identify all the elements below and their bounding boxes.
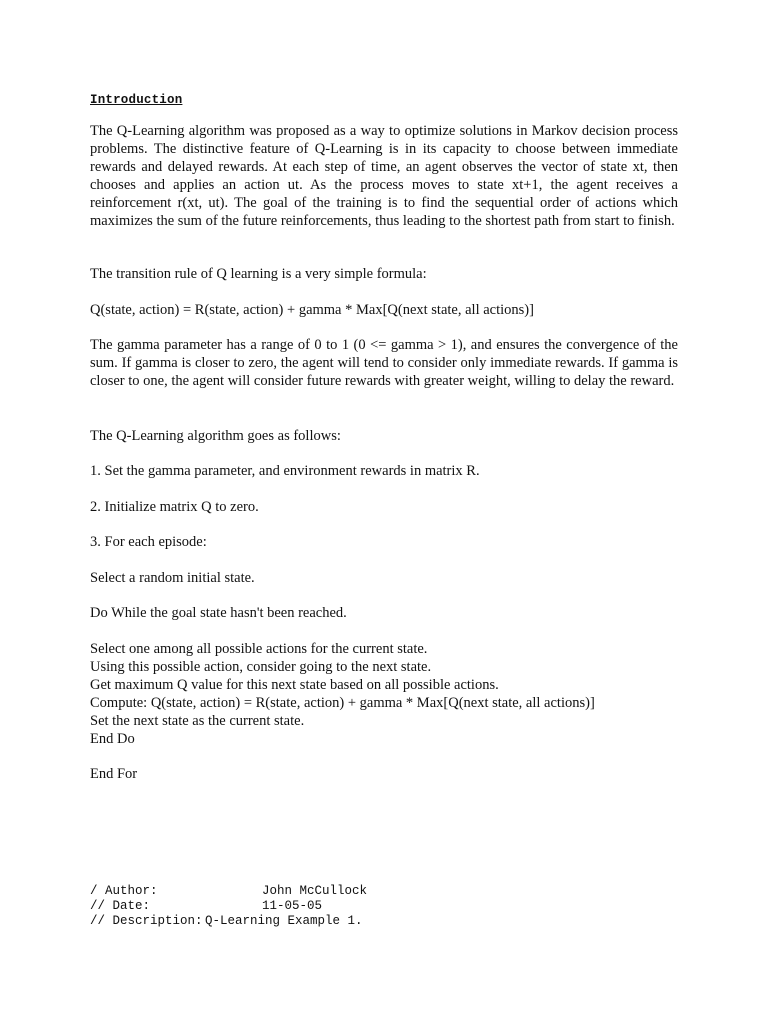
q-formula: Q(state, action) = R(state, action) + gamma * Max[Q(next state, all actions)] — [90, 302, 534, 318]
step-2: 2. Initialize matrix Q to zero. — [90, 499, 259, 515]
loop-line: Compute: Q(state, action) = R(state, action) + gamma * Max[Q(next state, all actions)] — [90, 695, 595, 711]
gamma-paragraph: The gamma parameter has a range of 0 to 1 (0 <= gamma > 1), and ensures the convergence of the sum. If gamma is closer to zero, the agent will tend to consider only immediate rewards. If gamma is closer to one, the agent will consider future rewards with greater weight, willing to delay the reward. — [90, 337, 678, 389]
transition-intro: The transition rule of Q learning is a very simple formula: — [90, 266, 427, 282]
intro-paragraph: The Q-Learning algorithm was proposed as a way to optimize solutions in Markov decision process problems. The distinctive feature of Q-Learning is in its capacity to choose between immediate rewards and delayed rewards. At each step of time, an agent observes the vector of state xt, then chooses and applies an action ut. As the process moves to state xt+1, the agent receives a reinforcement r(xt, ut). The goal of the training is to find the sequential order of actions which maximizes the sum of the future reinforcements, thus leading to the shortest path from start to finish. — [90, 123, 678, 229]
select-initial-state: Select a random initial state. — [90, 570, 255, 586]
do-while-line: Do While the goal state hasn't been reached. — [90, 605, 347, 621]
section-heading: Introduction — [90, 93, 183, 107]
loop-line: End Do — [90, 731, 135, 747]
author-label: / Author: — [90, 884, 158, 898]
loop-line: Using this possible action, consider going to the next state. — [90, 659, 432, 675]
description-row — [90, 914, 367, 929]
loop-line: Get maximum Q value for this next state based on all possible actions. — [90, 677, 499, 693]
date-row — [90, 899, 367, 914]
algorithm-intro: The Q-Learning algorithm goes as follows: — [90, 428, 341, 444]
end-for-line: End For — [90, 766, 138, 782]
step-3: 3. For each episode: — [90, 534, 207, 550]
loop-body — [90, 640, 730, 748]
date-label: // Date: — [90, 899, 151, 913]
loop-line: Set the next state as the current state. — [90, 713, 305, 729]
description-label: // Description: — [90, 914, 203, 928]
step-1: 1. Set the gamma parameter, and environment rewards in matrix R. — [90, 463, 480, 479]
code-comment-block — [90, 884, 367, 929]
date-value: 11-05-05 — [262, 899, 323, 913]
description-value: Q-Learning Example 1. — [205, 914, 363, 928]
loop-line: Select one among all possible actions for the current state. — [90, 641, 428, 657]
author-row — [90, 884, 367, 899]
author-value: John McCullock — [262, 884, 368, 898]
